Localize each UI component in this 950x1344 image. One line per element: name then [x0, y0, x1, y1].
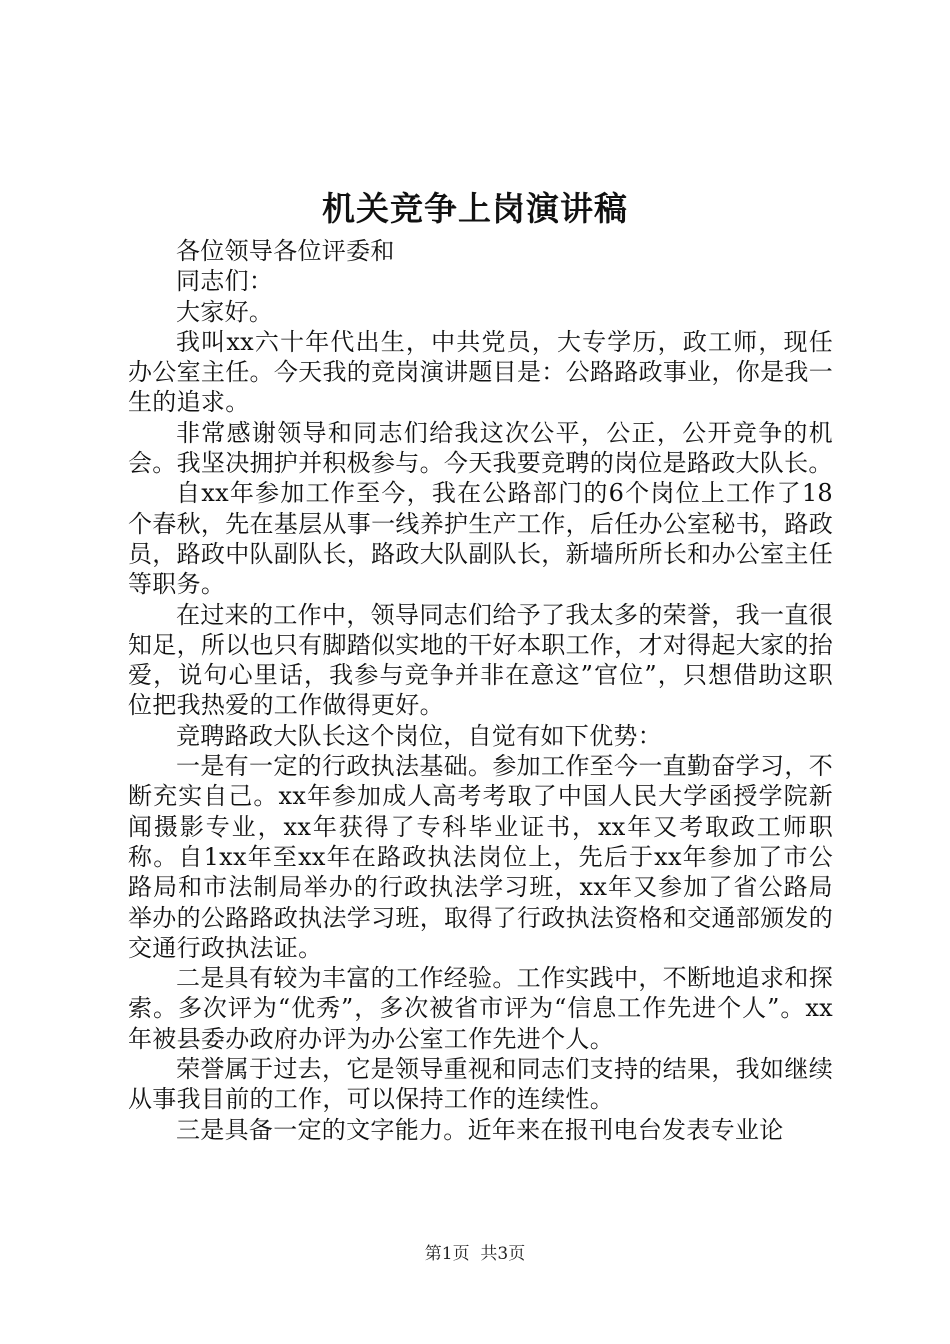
paragraph-career: 自xx年参加工作至今，我在公路部门的6个岗位上工作了18个春秋，先在基层从事一线养护生产工作，后任办公室秘书，路政员，路政中队副队长，路政大队副队长，新墙所所长和办公室主任等职务。	[128, 479, 833, 599]
paragraph-greeting: 大家好。	[176, 297, 274, 326]
paragraph-advantage-one: 一是有一定的行政执法基础。参加工作至今一直勤奋学习，不断充实自己。xx年参加成人高考考取了中国人民大学函授学院新闻摄影专业，xx年获得了专科毕业证书，xx年又考取政工师职称。自1xx年至xx年在路政执法岗位上，先后于xx年参加了市公路局和市法制局举办的行政执法学习班，xx年又参加了省公路局举办的公路路政执法学习班，取得了行政执法资格和交通部颁发的交通行政执法证。	[128, 752, 833, 962]
paragraph-thanks: 非常感谢领导和同志们给我这次公平，公正，公开竞争的机会。我坚决拥护并积极参与。今天我要竞聘的岗位是路政大队长。	[128, 418, 833, 478]
paragraph-advantages-intro: 竞聘路政大队长这个岗位，自觉有如下优势：	[176, 721, 662, 750]
paragraph-introduction: 我叫xx六十年代出生，中共党员，大专学历，政工师，现任办公室主任。今天我的竞岗演讲题目是：公路路政事业，你是我一生的追求。	[128, 327, 833, 417]
document-body	[128, 236, 833, 1145]
document-title: 机关竞争上岗演讲稿	[322, 189, 628, 228]
paragraph-advantage-three: 三是具备一定的文字能力。近年来在报刊电台发表专业论	[176, 1115, 784, 1144]
paragraph-salutation-1: 各位领导各位评委和	[176, 237, 395, 265]
paragraph-motivation: 在过来的工作中，领导同志们给予了我太多的荣誉，我一直很知足，所以也只有脚踏似实地的干好本职工作，才对得起大家的抬爱，说句心里话，我参与竞争并非在意这”官位”，只想借助这职位把我热爱的工作做得更好。	[128, 600, 833, 720]
page-total: 共3页	[480, 1244, 526, 1264]
paragraph-honors: 荣誉属于过去，它是领导重视和同志们支持的结果，我如继续从事我目前的工作，可以保持工作的连续性。	[128, 1055, 833, 1114]
page-number: 第1页	[424, 1244, 470, 1264]
page-footer	[0, 1242, 950, 1266]
paragraph-advantage-two: 二是具有较为丰富的工作经验。工作实践中，不断地追求和探索。多次评为“优秀”，多次被省市评为“信息工作先进个人”。xx年被县委办政府办评为办公室工作先进个人。	[128, 964, 833, 1053]
paragraph-salutation-2: 同志们：	[176, 267, 274, 296]
